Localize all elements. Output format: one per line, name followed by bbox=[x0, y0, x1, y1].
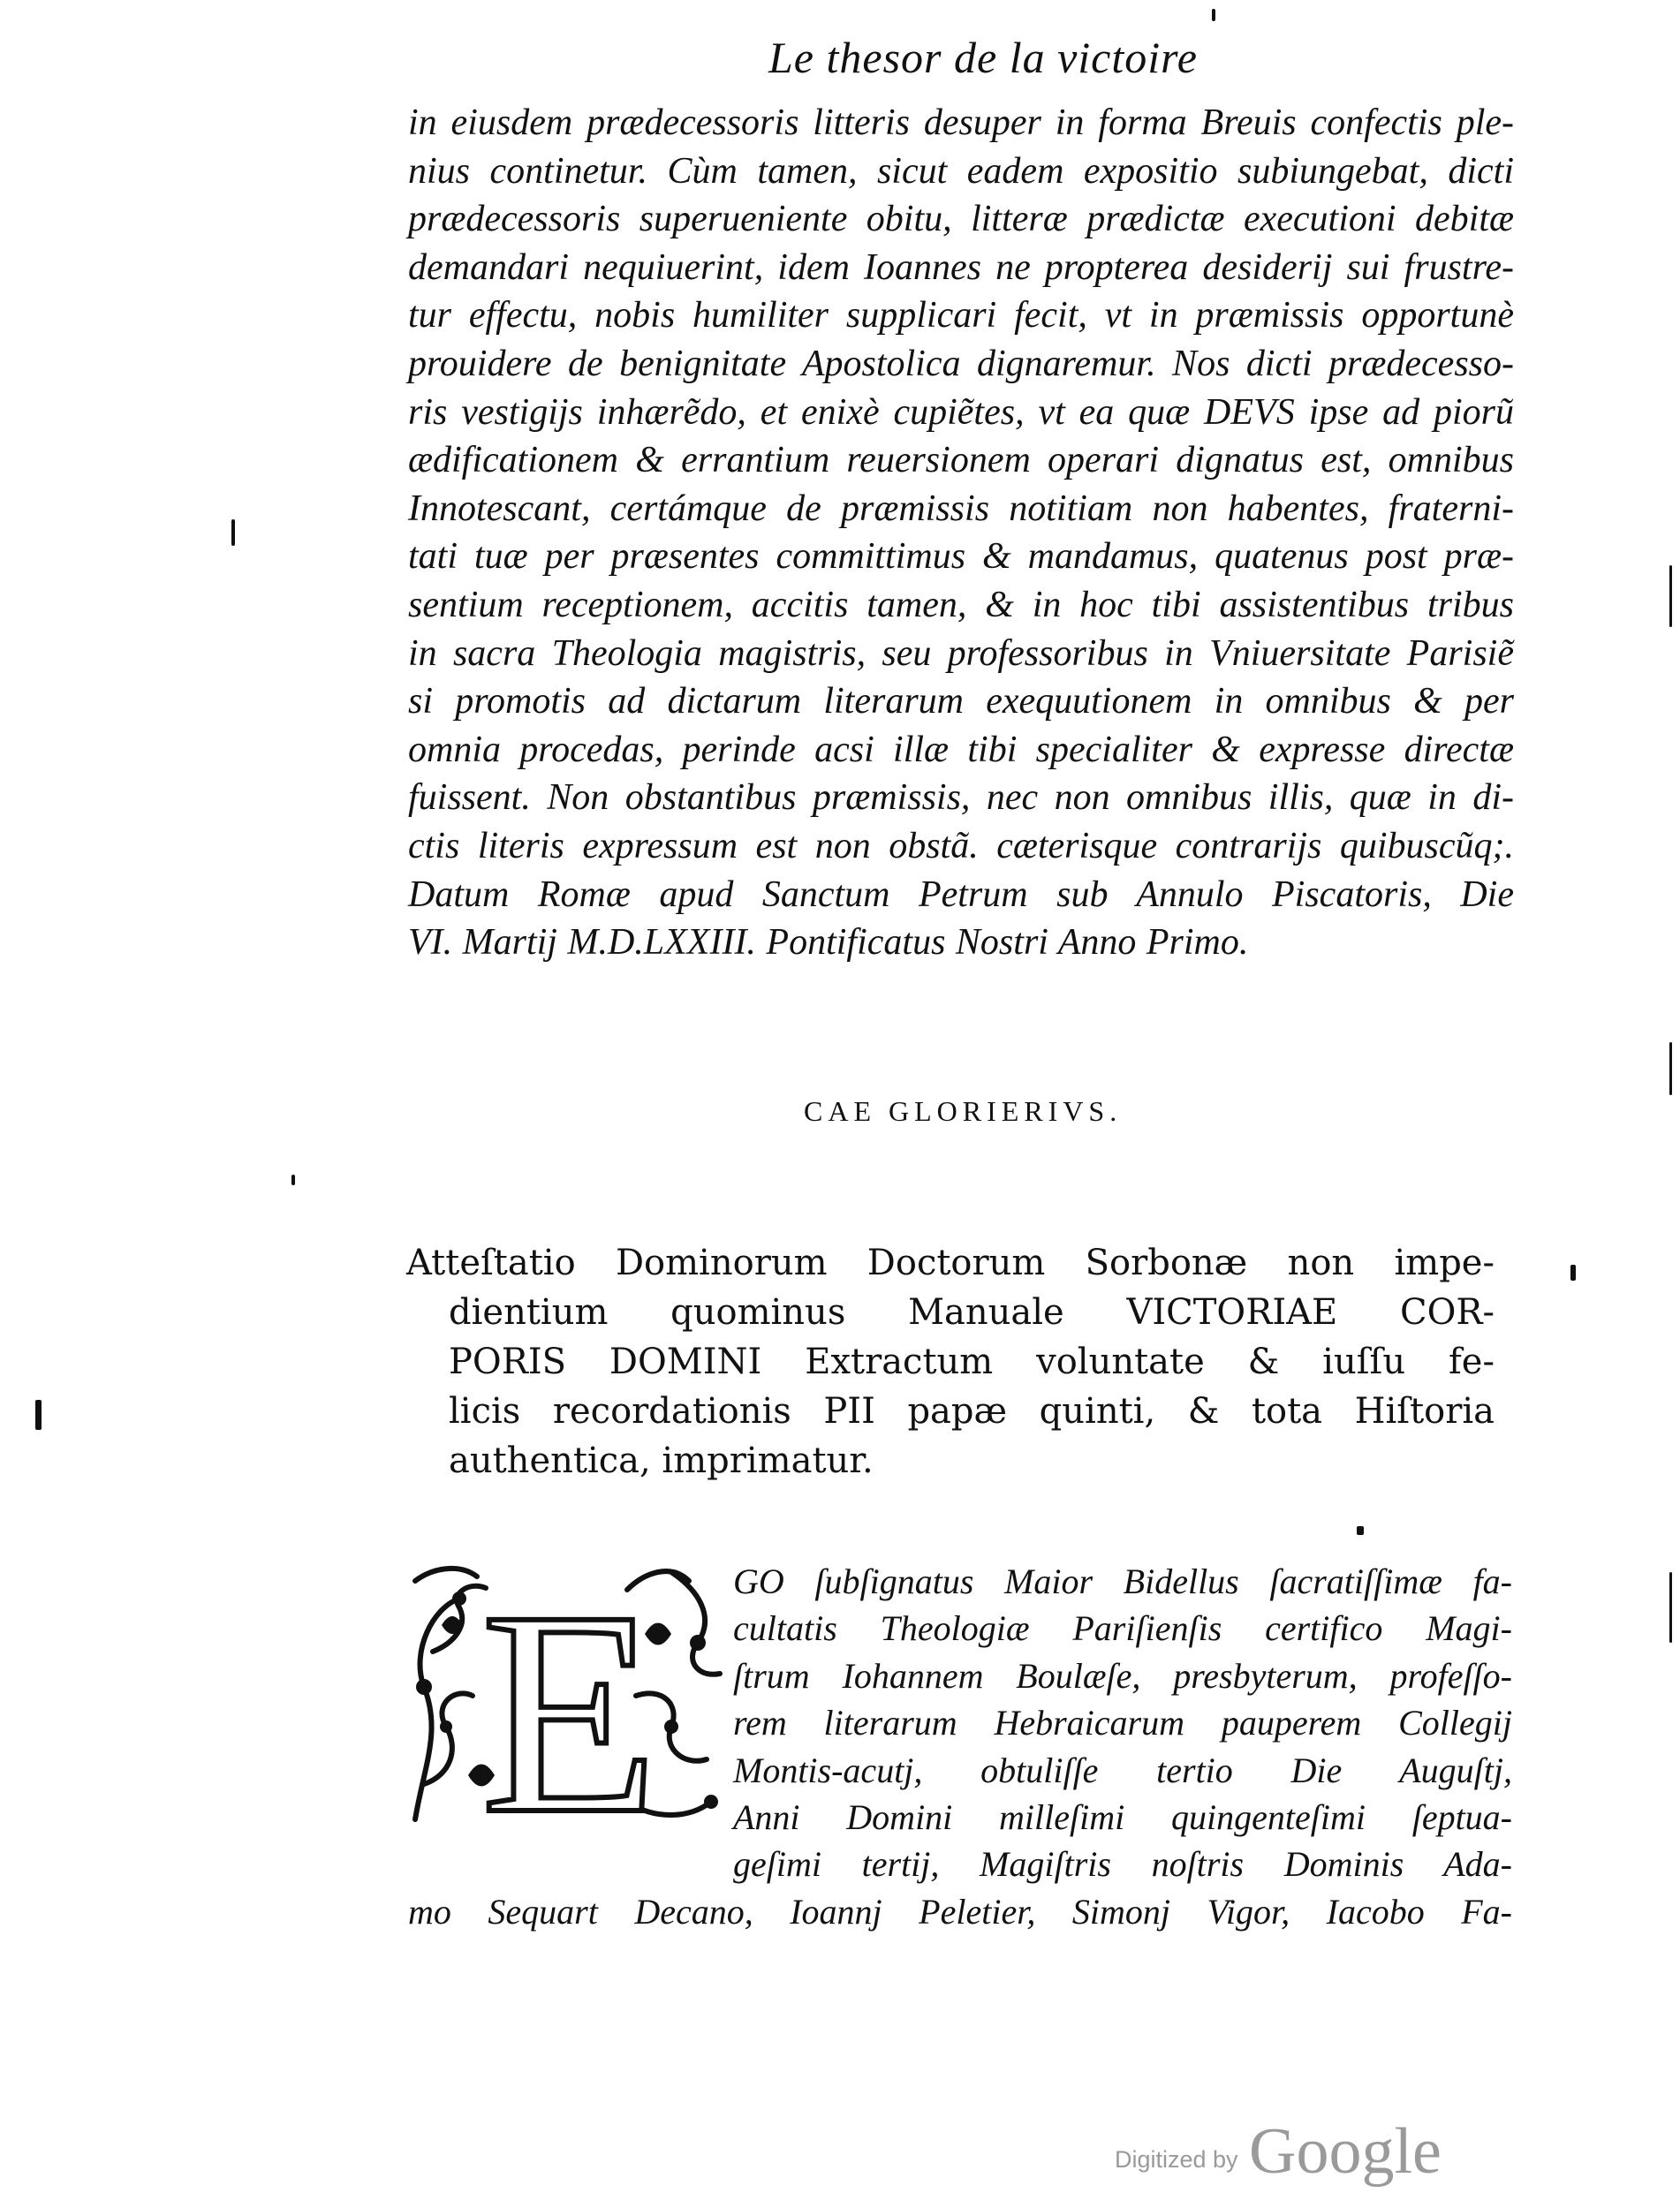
brief-line: ædificationem & errantium reuersionem operari dignatus est, omnibus bbox=[408, 440, 1514, 481]
brief-line: VI. Martij M.D.LXXIII. Pontificatus Nostri Anno Primo. bbox=[408, 922, 1249, 964]
scan-speck bbox=[1212, 9, 1215, 21]
certificate-line: Anni Domini milleſimi quingenteſimi ſeptua- bbox=[733, 1796, 1512, 1837]
certificate-line: geſimi tertij, Magiſtris noſtris Dominis Ada- bbox=[733, 1844, 1512, 1885]
watermark-prefix: Digitized by bbox=[1115, 2146, 1238, 2173]
brief-line: nius continetur. Cùm tamen, sicut eadem expositio subiungebat, dicti bbox=[408, 150, 1514, 192]
attestation-line: dientium quominus Manuale VICTORIAE COR- bbox=[449, 1292, 1495, 1333]
certificate-line: cultatis Theologiæ Pariſienſis certifico Magi- bbox=[733, 1608, 1512, 1649]
certificate-line: GO ſubſignatus Maior Bidellus ſacratiſſimæ fa- bbox=[733, 1561, 1512, 1601]
brief-line: prouidere de benignitate Apostolica dignaremur. Nos dicti prædecesso- bbox=[408, 343, 1514, 384]
scan-speck bbox=[1570, 1265, 1576, 1281]
scan-speck bbox=[1357, 1526, 1364, 1535]
scan-speck bbox=[1669, 1572, 1672, 1643]
signature: CAE GLORIERIVS. bbox=[804, 1095, 1123, 1127]
scan-speck bbox=[291, 1175, 295, 1185]
drop-cap-letter: E bbox=[481, 1554, 659, 1837]
brief-line: ris vestigijs inhærẽdo, et enixè cupiẽtes, vt ea quæ DEVS ipse ad piorũ bbox=[408, 391, 1514, 433]
certificate-line: Montis-acutj, obtuliſſe tertio Die Auguſtj, bbox=[733, 1750, 1512, 1790]
certificate-line: ſtrum Iohannem Boulæſe, presbyterum, profeſſo- bbox=[733, 1655, 1512, 1696]
brief-line: tur effectu, nobis humiliter supplicari fecit, vt in præmissis opportunè bbox=[408, 295, 1514, 336]
attestation-line: Atteſtatio Dominorum Doctorum Sorbonæ non impe- bbox=[406, 1243, 1495, 1283]
brief-line: si promotis ad dictarum literarum exequutionem in omnibus & per bbox=[408, 681, 1514, 722]
scan-speck bbox=[35, 1400, 42, 1430]
brief-line: fuissent. Non obstantibus præmissis, nec non omnibus illis, quæ in di- bbox=[408, 777, 1514, 819]
running-head: Le thesor de la victoire bbox=[768, 33, 1198, 82]
scan-speck bbox=[1669, 1042, 1672, 1095]
certificate-text bbox=[408, 1558, 1512, 1935]
scan-speck bbox=[231, 519, 235, 546]
brief-line: in eiusdem prædecessoris litteris desuper in forma Breuis confectis ple- bbox=[408, 102, 1514, 143]
digitization-watermark bbox=[1115, 2114, 1442, 2189]
attestation-heading bbox=[406, 1238, 1495, 1486]
brief-line: ctis literis expressum est non obstã. cæterisque contrarijs quibuscũq;. bbox=[408, 825, 1514, 866]
brief-line: Datum Romæ apud Sanctum Petrum sub Annulo Piscatoris, Die bbox=[408, 873, 1514, 915]
certificate-line: mo Sequart Decano, Ioannj Peletier, Simonj Vigor, Iacobo Fa- bbox=[408, 1891, 1512, 1932]
scan-speck bbox=[1669, 565, 1672, 627]
brief-line: in sacra Theologia magistris, seu professoribus in Vniuersitate Parisiẽ bbox=[408, 632, 1514, 674]
attestation-line: licis recordationis PII papæ quinti, & tota Hiſtoria bbox=[449, 1391, 1495, 1432]
brief-line: tati tuæ per præsentes committimus & mandamus, quatenus post præ- bbox=[408, 536, 1514, 578]
certificate-line: rem literarum Hebraicarum pauperem Collegij bbox=[733, 1703, 1512, 1743]
brief-line: demandari nequiuerint, idem Ioannes ne propterea desiderij sui frustre- bbox=[408, 246, 1514, 288]
papal-brief-text bbox=[408, 99, 1514, 967]
attestation-line: PORIS DOMINI Extractum voluntate & iuſſu fe- bbox=[449, 1342, 1495, 1382]
google-logo: Google bbox=[1249, 2115, 1442, 2188]
attestation-line: authentica, imprimatur. bbox=[449, 1440, 874, 1481]
brief-line: omnia procedas, perinde acsi illæ tibi specialiter & expresse directæ bbox=[408, 729, 1514, 770]
brief-line: Innotescant, certámque de præmissis notitiam non habentes, fraterni- bbox=[408, 488, 1514, 529]
brief-line: prædecessoris superueniente obitu, litteræ prædictæ executioni debitæ bbox=[408, 199, 1514, 240]
brief-line: sentium receptionem, accitis tamen, & in hoc tibi assistentibus tribus bbox=[408, 584, 1514, 625]
